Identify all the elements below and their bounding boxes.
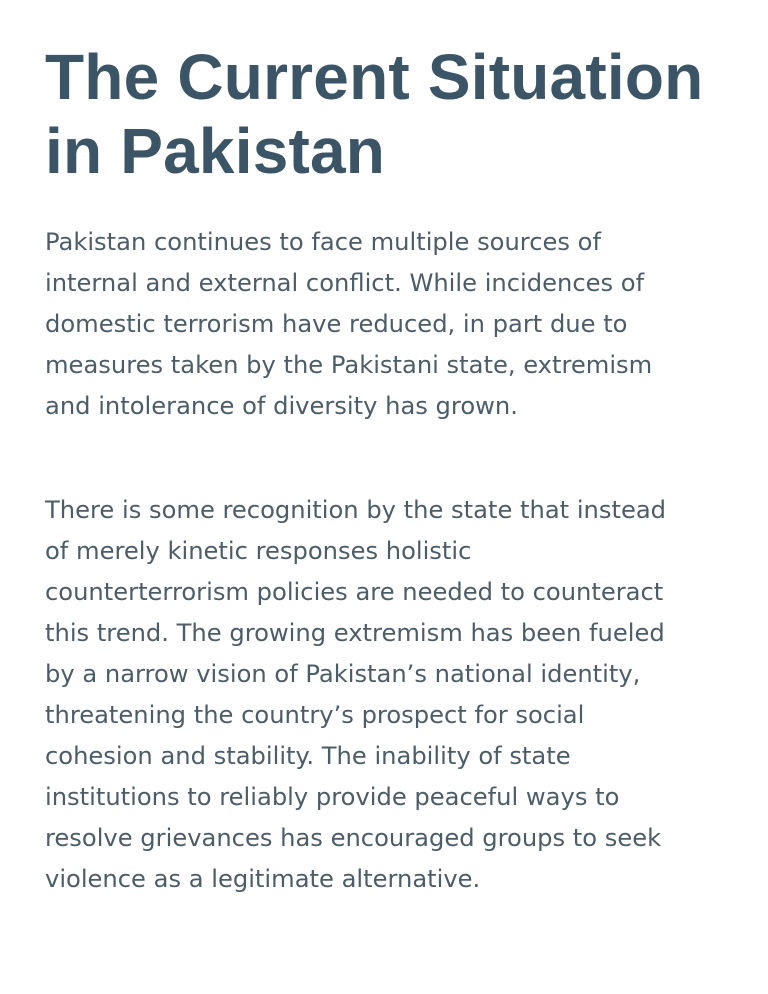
article-title bbox=[45, 40, 735, 188]
paragraph-line: of merely kinetic responses holistic bbox=[45, 537, 472, 565]
paragraph-line: by a narrow vision of Pakistan’s national identity, bbox=[45, 660, 641, 688]
paragraph-line: violence as a legitimate alternative. bbox=[45, 865, 481, 893]
paragraph-line: resolve grievances has encouraged groups to seek bbox=[45, 824, 662, 852]
title-line: The Current Situation bbox=[45, 41, 704, 113]
article bbox=[45, 40, 735, 900]
paragraph-line: this trend. The growing extremism has been fueled bbox=[45, 619, 665, 647]
paragraph-line: threatening the country’s prospect for social bbox=[45, 701, 585, 729]
paragraph-line: and intolerance of diversity has grown. bbox=[45, 392, 518, 420]
body-paragraph-2 bbox=[45, 490, 735, 900]
paragraph-line: counterterrorism policies are needed to counteract bbox=[45, 578, 664, 606]
paragraph-line: domestic terrorism have reduced, in part due to bbox=[45, 310, 628, 338]
paragraph-line: internal and external conflict. While incidences of bbox=[45, 269, 645, 297]
paragraph-line: cohesion and stability. The inability of state bbox=[45, 742, 571, 770]
body-paragraph-1 bbox=[45, 222, 735, 427]
paragraph-line: measures taken by the Pakistani state, extremism bbox=[45, 351, 653, 379]
paragraph-line: Pakistan continues to face multiple sources of bbox=[45, 228, 601, 256]
title-line: in Pakistan bbox=[45, 115, 386, 187]
paragraph-line: institutions to reliably provide peaceful ways to bbox=[45, 783, 620, 811]
paragraph-line: There is some recognition by the state that instead bbox=[45, 496, 667, 524]
